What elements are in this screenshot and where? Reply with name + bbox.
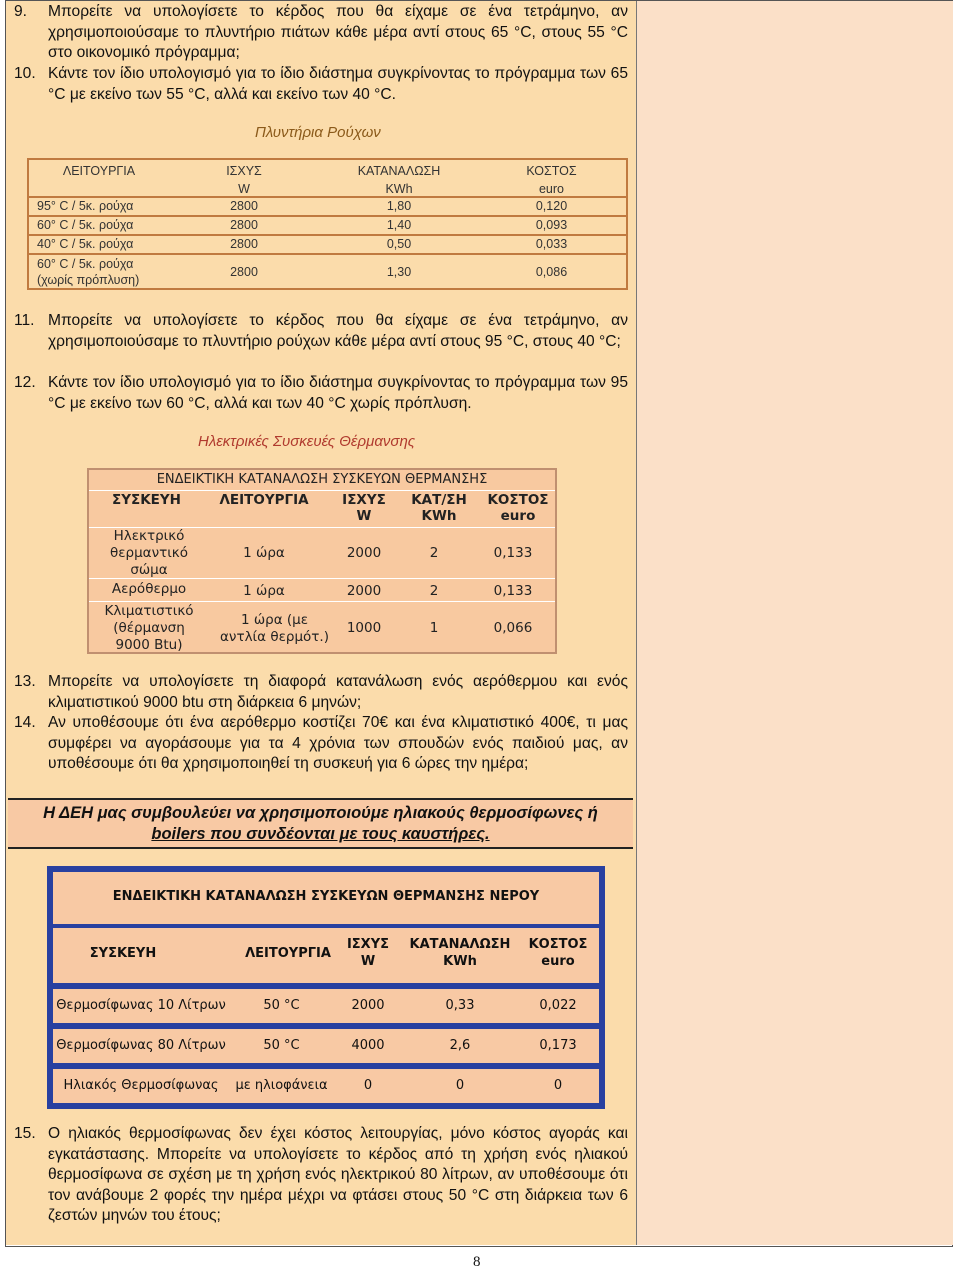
column-header: ΛΕΙΤΟΥΡΓΙΑ	[62, 164, 136, 178]
water-heater-table	[47, 866, 605, 1109]
table-cell: 0,50	[386, 237, 412, 251]
column-header: ΚΑΤΑΝΑΛΩΣΗ KWh	[357, 164, 441, 196]
table-cell: 0,033	[535, 237, 568, 251]
heating-section-title: Ηλεκτρικές Συσκευές Θέρμανσης	[198, 433, 416, 450]
row-divider	[29, 215, 626, 217]
table-cell: 2	[429, 545, 439, 561]
side-column	[636, 1, 953, 1245]
question-text: Μπορείτε να υπολογίσετε τη διαφορά κατανάλωση ενός αερόθερμου και ενός κλιματιστικού 9000 btu στη διάρκεια 6 μηνών;	[48, 673, 628, 711]
table-caption: ΕΝΔΕΙΚΤΙΚΗ ΚΑΤΑΝΑΛΩΣΗ ΣΥΣΚΕΥΩΝ ΘΕΡΜΑΝΣΗΣ ΝΕΡΟΥ	[112, 889, 540, 904]
table-cell: 2800	[230, 218, 258, 232]
column-header: ΙΣΧΥΣ W	[342, 492, 386, 524]
question-text: Αν υποθέσουμε ότι ένα αερόθερμο κοστίζει 70€ και ένα κλιματιστικό 400€, τι μας συμφέρει να αγοράσουμε για τα 4 χρόνια των σπουδών ενός παιδιού μας, αν υποθέσουμε ότι θα χρησιμοποιηθεί τη συσκευή για 6 ώρες την ημέρα;	[48, 714, 628, 772]
column-header: ΚΑΤ/ΣΗ KWh	[411, 492, 467, 524]
table-cell: 0,066	[493, 620, 533, 636]
table-cell: 2000	[351, 998, 385, 1013]
table-cell: Θερμοσίφωνας 80 Λίτρων	[56, 1038, 226, 1053]
table-cell: 2800	[230, 199, 258, 213]
column-header: ΚΟΣΤΟΣ euro	[487, 492, 549, 524]
question-number: 9.	[14, 3, 28, 20]
table-cell: 0,33	[445, 998, 475, 1013]
table-cell: 4000	[351, 1038, 385, 1053]
table-cell: Ηλιακός Θερμοσίφωνας	[63, 1078, 219, 1093]
question-text: Μπορείτε να υπολογίσετε το κέρδος που θα είχαμε σε ένα τετράμηνο, αν χρησιμοποιούσαμε το πλυντήριο ρούχων κάθε μέρα αντί στους 95 °C, στους 40 °C;	[48, 312, 628, 350]
table-cell: 50 °C	[263, 998, 300, 1013]
table-cell: 2,6	[449, 1038, 471, 1053]
question-number: 11.	[14, 312, 35, 329]
question-number: 13.	[14, 673, 36, 690]
table-cell: 0,173	[539, 1038, 577, 1053]
table-cell: 2000	[346, 583, 382, 599]
table-cell: 1,80	[386, 199, 412, 213]
table-row	[53, 989, 599, 1023]
table-cell: με ηλιοφάνεια	[235, 1078, 328, 1093]
column-header: ΛΕΙΤΟΥΡΓΙΑ	[219, 492, 309, 508]
table-cell: 2000	[346, 545, 382, 561]
question-number: 14.	[14, 714, 36, 731]
table-cell: 1,30	[386, 265, 412, 279]
washer-table	[27, 158, 628, 290]
table-cell: 50 °C	[263, 1038, 300, 1053]
table-caption: ΕΝΔΕΙΚΤΙΚΗ ΚΑΤΑΝΑΛΩΣΗ ΣΥΣΚΕΥΩΝ ΘΕΡΜΑΝΣΗΣ	[156, 472, 488, 487]
table-cell: 0,133	[493, 545, 533, 561]
washer-section-title: Πλυντήρια Ρούχων	[255, 124, 381, 141]
row-divider	[29, 234, 626, 236]
table-cell: 0	[553, 1078, 563, 1093]
table-cell: 1	[429, 620, 439, 636]
column-header: ΙΣΧΥΣ W	[226, 164, 262, 196]
table-cell: 2800	[230, 237, 258, 251]
advice-banner: Η ΔΕΗ μας συμβουλεύει να χρησιμοποιούμε ηλιακούς θερμοσίφωνες ή boilers που συνδέονται με τους καυστήρες.	[8, 798, 633, 849]
table-cell: 40° C / 5κ. ρούχα	[37, 237, 134, 251]
table-cell: 0	[363, 1078, 373, 1093]
table-cell: Ηλεκτρικό θερμαντικό σώμα	[109, 528, 189, 578]
column-header: ΚΟΣΤΟΣ euro	[526, 164, 577, 196]
table-cell: 1000	[346, 620, 382, 636]
question-text: Ο ηλιακός θερμοσίφωνας δεν έχει κόστος λειτουργίας, μόνο κόστος αγοράς και εγκατάστασης. Μπορείτε να υπολογίσετε το κέρδος από τη χρήση ενός ηλιακού θερμοσίφωνα σε σχέση με τη χρήση ενός ηλεκτρικού 80 λίτρων, αν υποθέσουμε ότι τον ανάβουμε 2 φορές την ημέρα μέχρι να φτάσει στους 50 °C στη διάρκεια των 6 ζεστών μηνών του έτους;	[48, 1125, 628, 1224]
header-divider	[29, 196, 626, 198]
question-number: 12.	[14, 374, 36, 391]
column-header: ΙΣΧΥΣ W	[346, 937, 390, 969]
row-divider	[29, 253, 626, 255]
table-cell: 1 ώρα	[243, 583, 285, 599]
table-cell: 1 ώρα	[243, 545, 285, 561]
table-cell: Αερόθερμο	[111, 581, 187, 597]
column-header: ΚΑΤΑΝΑΛΩΣΗ KWh	[409, 937, 511, 969]
table-cell: 0,022	[539, 998, 577, 1013]
page-number: 8	[473, 1254, 481, 1270]
table-cell: Κλιματιστικό (θέρμανση 9000 Btu)	[104, 603, 194, 653]
table-cell: 0,086	[535, 265, 568, 279]
table-cell: 60° C / 5κ. ρούχα	[37, 218, 134, 232]
table-cell: 0,093	[535, 218, 568, 232]
table-cell: 1 ώρα (με αντλία θερμότ.)	[220, 612, 329, 645]
column-header: ΣΥΣΚΕΥΗ	[89, 946, 157, 961]
table-cell: 0,120	[535, 199, 568, 213]
column-header: ΣΥΣΚΕΥΗ	[112, 492, 181, 508]
question-text: Μπορείτε να υπολογίσετε το κέρδος που θα είχαμε σε ένα τετράμηνο, αν χρησιμοποιούσαμε το πλυντήριο πιάτων κάθε μέρα αντί στους 65 °C, στους 55 °C στο οικονομικό πρόγραμμα;	[48, 3, 628, 61]
table-cell: 95° C / 5κ. ρούχα	[37, 199, 134, 213]
question-text: Κάντε τον ίδιο υπολογισμό για το ίδιο διάστημα συγκρίνοντας το πρόγραμμα των 95 °C με εκείνο των 60 °C, αλλά και των 40 °C χωρίς πρόπλυση.	[48, 374, 628, 412]
table-cell: Θερμοσίφωνας 10 Λίτρων	[56, 998, 226, 1013]
question-number: 10.	[14, 65, 36, 82]
table-row	[53, 1069, 599, 1103]
table-row	[53, 1029, 599, 1063]
table-cell: 60° C / 5κ. ρούχα (χωρίς πρόπλυση)	[37, 257, 140, 287]
header-box	[53, 928, 599, 983]
table-cell: 1,40	[386, 218, 412, 232]
table-cell: 0,133	[493, 583, 533, 599]
column-header: ΚΟΣΤΟΣ euro	[528, 937, 588, 969]
question-text: Κάντε τον ίδιο υπολογισμό για το ίδιο διάστημα συγκρίνοντας το πρόγραμμα των 65 °C με εκείνο των 55 °C, αλλά και εκείνο των 40 °C.	[48, 65, 628, 103]
column-header: ΛΕΙΤΟΥΡΓΙΑ	[245, 946, 331, 961]
caption-box	[53, 872, 599, 924]
table-cell: 2800	[230, 265, 258, 279]
question-number: 15.	[14, 1125, 36, 1142]
table-cell: 2	[429, 583, 439, 599]
table-cell: 0	[455, 1078, 465, 1093]
heating-table	[87, 468, 557, 654]
